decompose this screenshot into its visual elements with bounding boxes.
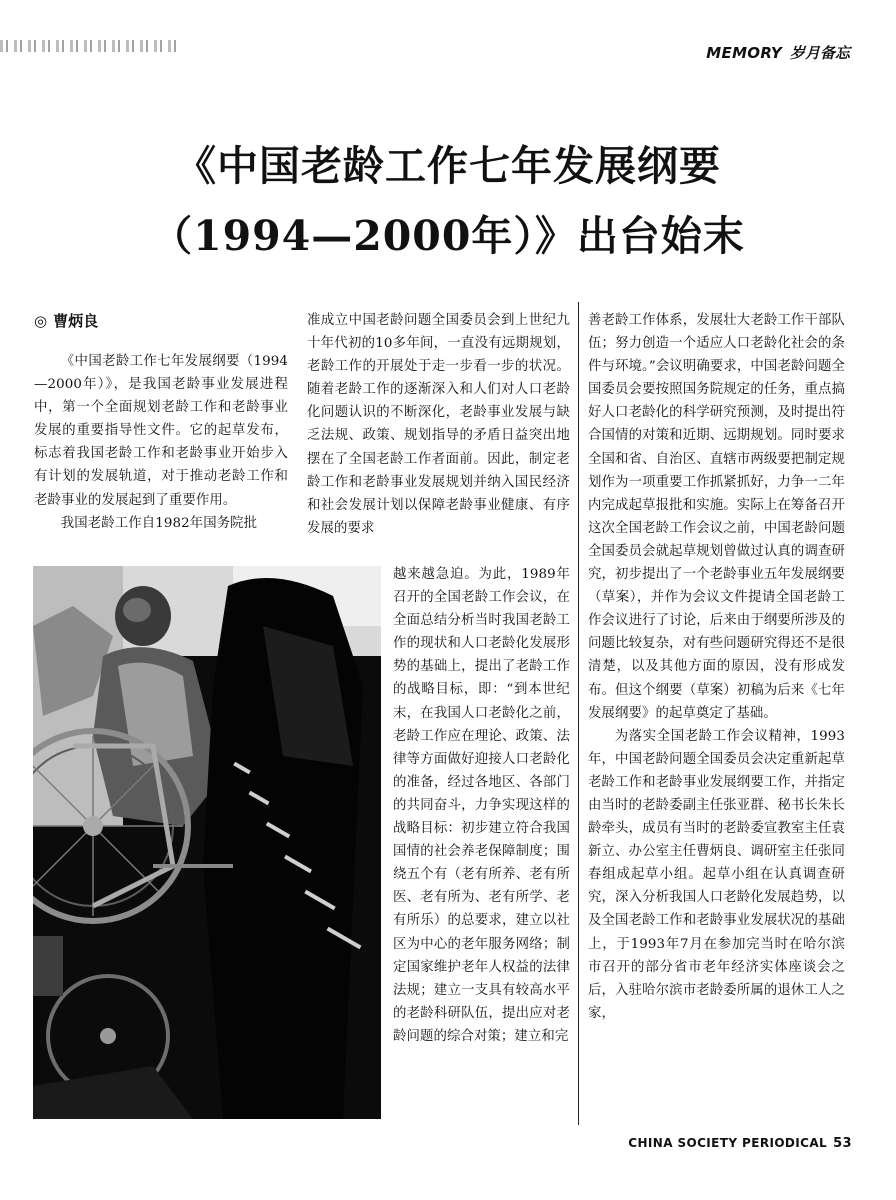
article-title-line1: 《中国老龄工作七年发展纲要 [175,142,721,190]
scan-noise-strip [0,40,180,52]
section-header-en: MEMORY [706,44,782,62]
wheelchair-photo-image [33,566,381,1119]
wheelchair-photo [33,566,381,1119]
paragraph-intro: 《中国老龄工作七年发展纲要（1994—2000年）》，是我国老龄事业发展进程中，第一个全面规划老龄工作和老龄事业发展的重要指导性文件。它的起草发布，标志着我国老龄工作和老龄事业开始步入有计划的发展轨道，对于推动老龄工作和老龄事业的发展起到了重要作用。 [34,354,288,508]
paragraph-history-start: 我国老龄工作自1982年国务院批 [60,515,258,531]
body-column-2-bottom [393,563,570,1048]
paragraph-history-cont-2: 越来越急迫。为此，1989年召开的全国老龄工作会议，在全面总结分析当时我国老龄工作的现状和人口老龄化发展形势的基础上，提出了老龄工作的战略目标，即：“到本世纪末，在我国人口老龄化之前，老龄工作应在理论、政策、法律等方面做好迎接人口老龄化的准备，经过各地区、各部门的共同奋斗，力争实现这样的战略目标：初步建立符合我国国情的社会养老保障制度；围绕五个有（老有所养、老有所医、老有所为、老有所学、老有所乐）的总要求，建立以社区为中心的老年服务网络；制定国家维护老年人权益的法律法规；建立一支具有较高水平的老龄科研队伍，提出应对老龄问题的综合对策；建立和完 [393,567,570,1044]
article-title-line2: （1994—2000年）》出台始末 [151,212,745,260]
body-column-3 [588,309,845,1025]
column-divider [578,302,579,1125]
author-byline [34,310,98,331]
body-column-1 [34,350,288,535]
page-number: 53 [833,1136,852,1151]
author-name: 曹炳良 [53,312,99,330]
paragraph-conference-cont: 善老龄工作体系，发展壮大老龄工作干部队伍；努力创造一个适应人口老龄化社会的条件与环境。”会议明确要求，中国老龄问题全国委员会要按照国务院规定的任务，重点搞好人口老龄化的科学研究预测，及时提出符合国情的对策和近期、远期规划。同时要求全国和省、自治区、直辖市两级要把制定规划作为一项重要工作抓紧抓好，力争一二年内完成起草报批和实施。实际上在筹备召开这次全国老龄工作会议之前，中国老龄问题全国委员会就起草规划曾做过认真的调查研究，初步提出了一个老龄事业五年发展纲要（草案），并作为会议文件提请全国老龄工作会议进行了讨论，后来由于纲要所涉及的问题比较复杂，对有些问题研究得还不是很清楚，以及其他方面的原因，没有形成发布。但这个纲要（草案）初稿为后来《七年发展纲要》的起草奠定了基础。 [588,313,845,721]
paragraph-drafting: 为落实全国老龄工作会议精神，1993年，中国老龄问题全国委员会决定重新起草老龄工作和老龄事业发展纲要工作，并指定由当时的老龄委副主任张亚群、秘书长朱长龄牵头，成员有当时的老龄委宣教室主任袁新立、办公室主任曹炳良、调研室主任张同春组成起草小组。起草小组在认真调查研究，深入分析我国人口老龄化发展趋势，以及全国老龄工作和老龄事业发展状况的基础上，于1993年7月在参加完当时在哈尔滨市召开的部分省市老年经济实体座谈会之后，入驻哈尔滨市老龄委所属的退休工人之家， [588,728,845,1021]
author-bullet-icon: ◎ [34,312,48,330]
publication-name: CHINA SOCIETY PERIODICAL [628,1136,828,1150]
page-footer [628,1136,852,1151]
section-header [706,42,850,63]
body-column-2-top [307,309,570,540]
section-header-cn: 岁月备忘 [789,44,850,62]
paragraph-history-cont: 准成立中国老龄问题全国委员会到上世纪九十年代初的10多年间，一直没有远期规划，老龄工作的开展处于走一步看一步的状况。随着老龄工作的逐渐深入和人们对人口老龄化问题认识的不断深化，老龄事业发展与缺乏法规、政策、规划指导的矛盾日益突出地摆在了全国老龄工作者面前。因此，制定老龄工作和老龄事业发展规划并纳入国民经济和社会发展计划以保障老龄事业健康、有序发展的要求 [307,313,570,536]
